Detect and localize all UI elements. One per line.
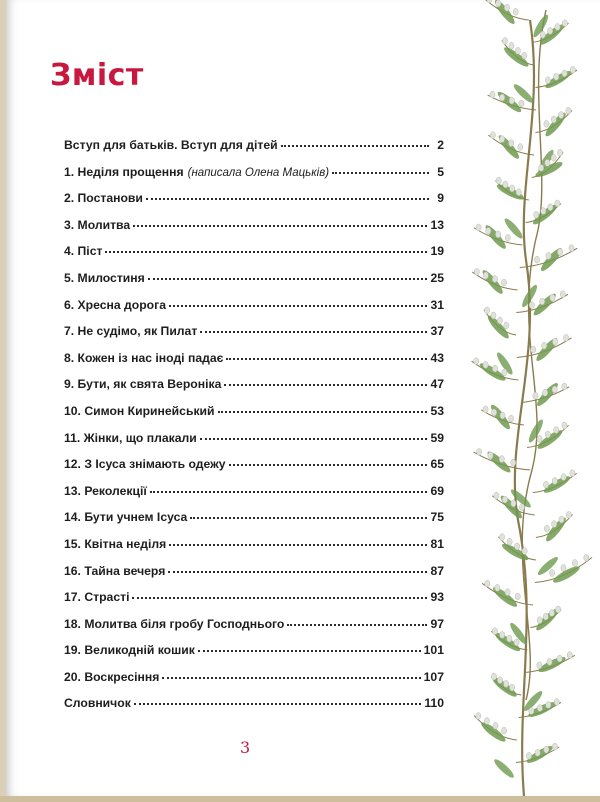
toc-entry-page: 93 xyxy=(430,590,444,605)
toc-entry-title: 18. Молитва біля гробу Господнього xyxy=(64,616,285,631)
toc-entry[interactable] xyxy=(64,643,444,670)
toc-entry-title: 12. З Ісуса знімають одежу xyxy=(64,457,226,472)
dot-leader xyxy=(162,676,420,679)
toc-entry-page: 101 xyxy=(423,643,444,658)
toc-entry-title: 5. Милостиня xyxy=(64,270,145,285)
toc-entry[interactable] xyxy=(64,244,444,271)
dot-leader xyxy=(200,330,427,333)
dot-leader xyxy=(198,649,421,652)
toc-entry-title: Словничок xyxy=(64,696,131,711)
dot-leader xyxy=(134,702,422,705)
toc-entry[interactable] xyxy=(64,165,444,192)
toc-entry-page: 13 xyxy=(430,217,444,232)
toc-entry[interactable] xyxy=(64,218,444,245)
dot-leader xyxy=(133,224,427,227)
toc-entry-page: 47 xyxy=(430,377,444,392)
toc-entry-page: 107 xyxy=(423,669,444,684)
toc-entry-title: 13. Реколекції xyxy=(64,483,147,498)
toc-entry-note: (написала Олена Мацьків) xyxy=(187,166,330,179)
dot-leader xyxy=(287,623,427,626)
toc-entry[interactable] xyxy=(64,696,444,723)
toc-entry[interactable] xyxy=(64,377,444,404)
table-of-contents xyxy=(64,138,444,723)
willow-branch-illustration xyxy=(446,0,600,796)
dot-leader xyxy=(169,543,427,546)
toc-entry-title: 20. Воскресіння xyxy=(64,669,160,684)
toc-entry-page: 9 xyxy=(437,191,444,206)
toc-entry-page: 65 xyxy=(430,457,444,472)
dot-leader xyxy=(332,171,429,174)
toc-entry-page: 69 xyxy=(430,483,444,498)
toc-entry[interactable] xyxy=(64,351,444,378)
dot-leader xyxy=(168,570,427,573)
toc-entry[interactable] xyxy=(64,271,444,298)
toc-entry-page: 53 xyxy=(430,403,444,418)
toc-entry-title: 8. Кожен із нас іноді падає xyxy=(64,350,224,365)
dot-leader xyxy=(105,250,427,253)
toc-entry-title: Вступ для батьків. Вступ для дітей xyxy=(64,138,278,152)
toc-entry[interactable] xyxy=(64,457,444,484)
toc-entry-page: 59 xyxy=(430,430,444,445)
dot-leader xyxy=(150,490,428,493)
dot-leader xyxy=(200,437,428,440)
dot-leader xyxy=(146,197,429,200)
dot-leader xyxy=(229,463,428,466)
toc-entry-title: 15. Квітна неділя xyxy=(64,536,167,551)
toc-entry-title: 9. Бути, як свята Вероніка xyxy=(64,377,222,392)
toc-entry[interactable] xyxy=(64,590,444,617)
toc-entry[interactable] xyxy=(64,324,444,351)
page-edge xyxy=(0,796,600,802)
toc-entry-title: 17. Страсті xyxy=(64,590,130,605)
toc-entry-page: 19 xyxy=(430,244,444,259)
dot-leader xyxy=(224,383,427,386)
toc-entry[interactable] xyxy=(64,191,444,218)
toc-entry-title: 4. Піст xyxy=(64,244,103,259)
toc-entry-title: 2. Постанови xyxy=(64,191,143,206)
toc-entry-title: 16. Тайна вечеря xyxy=(64,563,166,578)
toc-entry[interactable] xyxy=(64,537,444,564)
dot-leader xyxy=(169,304,427,307)
dot-leader xyxy=(148,277,428,280)
dot-leader xyxy=(281,144,429,147)
toc-entry[interactable] xyxy=(64,484,444,511)
toc-entry-page: 75 xyxy=(430,510,444,525)
toc-entry[interactable] xyxy=(64,510,444,537)
dot-leader xyxy=(226,357,427,360)
dot-leader xyxy=(218,410,428,413)
toc-entry[interactable] xyxy=(64,431,444,458)
toc-entry-title: 1. Неділя прощення xyxy=(64,164,184,179)
toc-entry[interactable] xyxy=(64,564,444,591)
toc-entry-page: 5 xyxy=(437,164,444,179)
dot-leader xyxy=(132,596,427,599)
toc-entry[interactable] xyxy=(64,138,444,165)
toc-entry-page: 87 xyxy=(430,563,444,578)
toc-entry-page: 25 xyxy=(430,270,444,285)
toc-entry[interactable] xyxy=(64,298,444,325)
page-number: 3 xyxy=(240,738,251,757)
toc-entry-page: 97 xyxy=(430,616,444,631)
toc-entry[interactable] xyxy=(64,670,444,697)
toc-entry-title: 6. Хресна дорога xyxy=(64,297,166,312)
toc-entry-title: 14. Бути учнем Ісуса xyxy=(64,510,188,525)
page-title: Зміст xyxy=(50,58,144,93)
dot-leader xyxy=(190,516,427,519)
toc-entry-page: 110 xyxy=(424,696,444,711)
toc-entry-page: 31 xyxy=(430,297,444,312)
toc-entry-page: 43 xyxy=(430,350,444,365)
toc-entry-title: 10. Симон Киринейський xyxy=(64,403,215,418)
toc-entry-page: 37 xyxy=(430,324,444,339)
toc-entry-title: 7. Не судімо, як Пилат xyxy=(64,324,198,339)
toc-entry-title: 3. Молитва xyxy=(64,217,131,232)
toc-entry-title: 19. Великодній кошик xyxy=(64,643,195,658)
toc-entry-page: 81 xyxy=(430,536,444,551)
toc-entry[interactable] xyxy=(64,404,444,431)
book-page xyxy=(6,0,600,796)
toc-entry-title: 11. Жінки, що плакали xyxy=(64,430,197,445)
toc-entry-page: 2 xyxy=(437,138,444,152)
toc-entry[interactable] xyxy=(64,617,444,644)
